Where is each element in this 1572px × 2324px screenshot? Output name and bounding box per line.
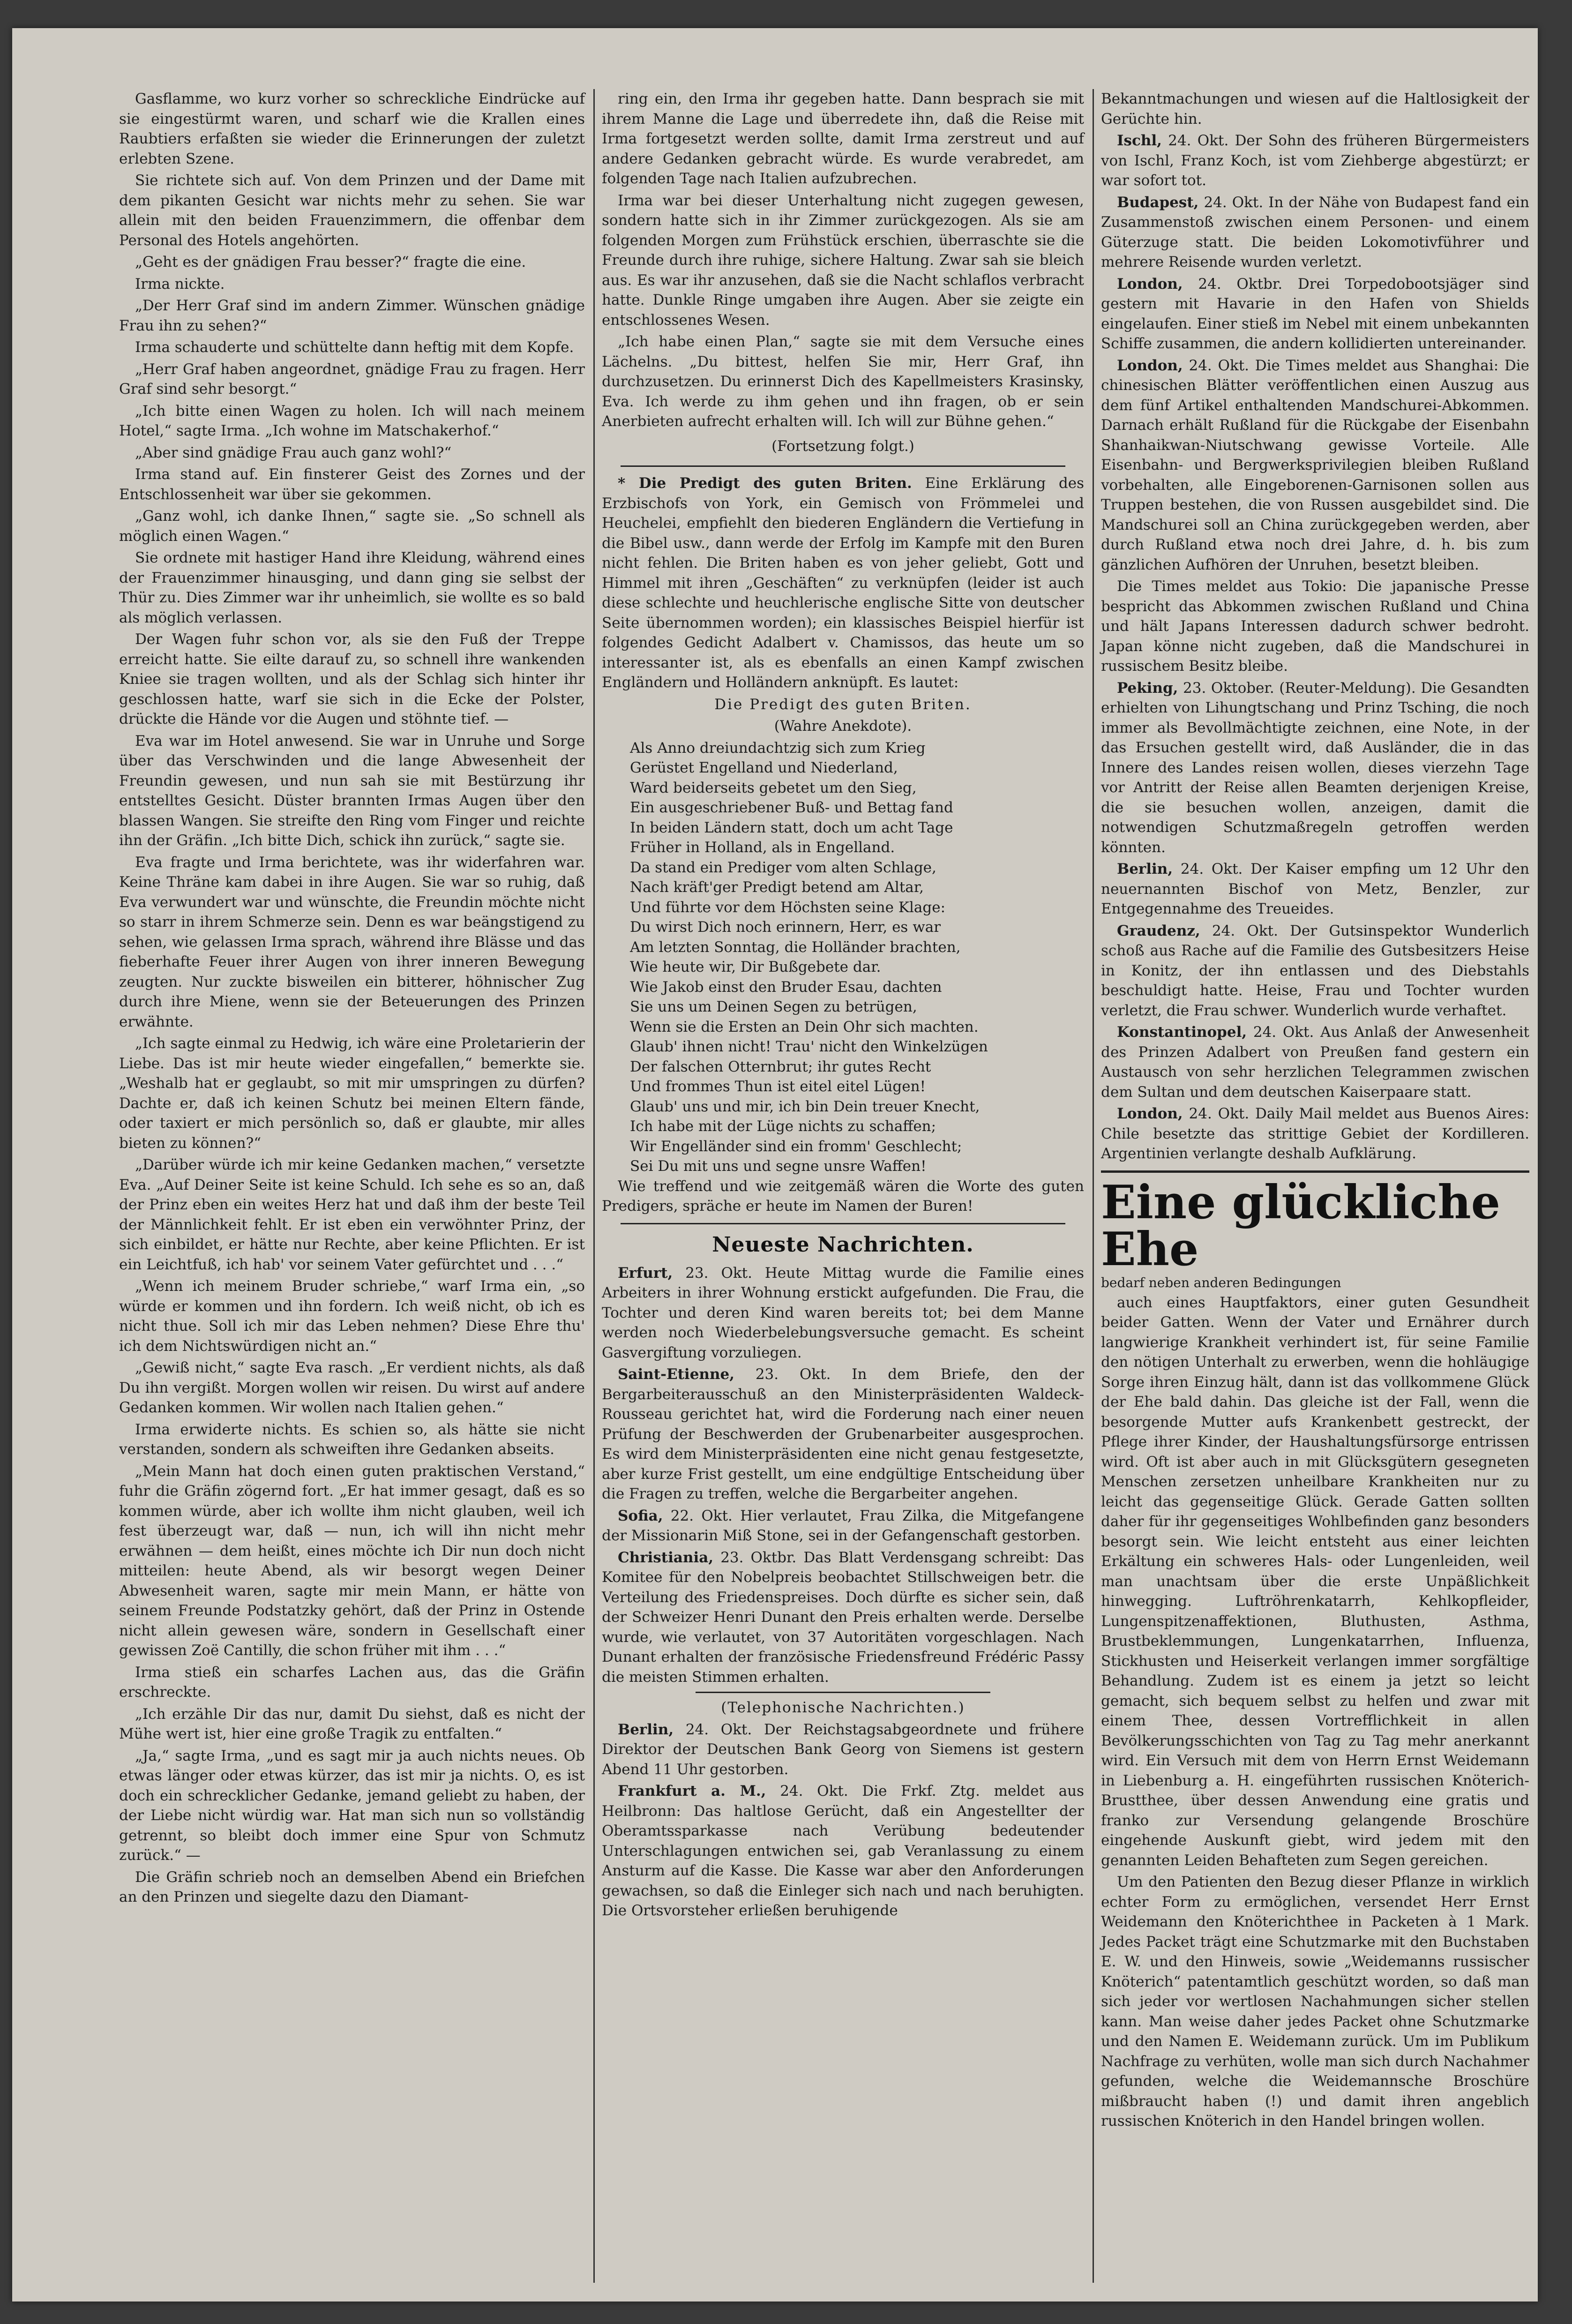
paragraph: Irma erwiderte nichts. Es schien so, als hätte sie nicht verstanden, sondern als schweiften ihre Gedanken abseits. [119, 1421, 585, 1458]
paragraph: „Aber sind gnädige Frau auch ganz wohl?“ [135, 444, 452, 461]
news-item [1101, 274, 1529, 354]
poem-line: Und führte vor dem Höchsten seine Klage: [630, 899, 946, 916]
paragraph: auch eines Hauptfaktors, einer guten Gesundheit beider Gatten. Wenn der Vater und Ernährer durch langwierige Krankheit verhindert ist, für seine Familie den nötigen Unterhalt zu erwerben, wenn die hohläugige Sorge ihren Einzug hält, dann ist das vollkommene Glück der Ehe bald dahin. Das gleiche ist der Fall, wenn die besorgende Mutter aufs Krankenbett gestreckt, der Pflege ihrer Kinder, der Haushaltungsfürsorge entrissen wird. Oft ist aber auch in mit Glücksgütern gesegneten Menschen zersetzen unheilbare Krankheiten nur zu leicht das gegenseitige Glück. Gerade Gatten sollten daher für ihr gegenseitiges Wohlbefinden ganz besonders besorgt sein. Wie leicht entsteht aus einer leichten Erkältung ein schweres Hals- oder Lungenleiden, weil man unachtsam über die erste Unpäßlichkeit hinwegging. Luftröhrenkatarrh, Kehlkopfleider, Lungenspitzenaffektionen, Bluthusten, Asthma, Brustbeklemmungen, Lungenkatarrhen, Influenza, Stickhusten und Heiserkeit verlangen immer sorgfältige Behandlung. Zudem ist es einem ja jetzt so leicht gemacht, sich bequem selbst zu helfen und zwar mit einem Thee, dessen Vortrefflichkeit in allen Bevölkerungsschichten von Tag zu Tag mehr anerkannt wird. Ein Versuch mit dem von Herrn Ernst Weidemann in Liebenburg a. H. eingeführten russischen Knöterich-Brustthee, über dessen Anwendung eine gratis und franko zur Versendung gelangende Broschüre eingehende Auskunft giebt, wird jedem mit den genannten Leiden Behafteten zum Segen gereichen. [1101, 1294, 1529, 1869]
poem-line: Der falschen Otternbrut; ihr gutes Recht [630, 1058, 931, 1075]
news-place: Sofia, [618, 1507, 663, 1524]
ad-heading: Eine glückliche Ehe [1101, 1175, 1500, 1276]
news-place: Ischl, [1117, 132, 1162, 149]
news-place: London, [1117, 357, 1183, 374]
news-place: Konstantinopel, [1117, 1024, 1247, 1041]
news-text: 24. Okt. Der Reichstagsabgeordnete und frühere Direktor der Deutschen Bank Georg von Siemens ist gestern Abend 11 Uhr gestorben. [602, 1721, 1084, 1778]
paragraph: Irma schauderte und schüttelte dann heftig mit dem Kopfe. [135, 339, 574, 356]
continuation-note: (Fortsetzung folgt.) [771, 437, 914, 455]
news-place: London, [1117, 1105, 1183, 1122]
news-item [1101, 921, 1529, 1021]
news-item [602, 1548, 1084, 1687]
news-item [1101, 356, 1529, 575]
poem-line: Da stand ein Prediger vom alten Schlage, [630, 859, 936, 876]
news-place: Erfurt, [618, 1264, 673, 1282]
news-text: 24. Okt. Daily Mail meldet aus Buenos Aires: Chile besetzte das strittige Gebiet der Kordilleren. Argentinien verlangte deshalb Aufklärung. [1101, 1105, 1529, 1162]
feuilleton-continuation [602, 89, 1084, 432]
paragraph: „Ja,“ sagte Irma, „und es sagt mir ja auch nichts neues. Ob etwas länger oder etwas kürzer, das ist mir ja nichts. O, es ist doch ein schrecklicher Gedanke, jemand geliebt zu haben, der der Liebe nicht würdig war. Hat man sich nun so vollständig getrennt, so bleibt doch immer eine Spur von Schmutz zurück.“ — [119, 1747, 585, 1864]
news-item [1101, 859, 1529, 919]
poem-line: Wie heute wir, Dir Bußgebete dar. [630, 959, 881, 975]
poem-line: Nach kräft'ger Predigt betend am Altar, [630, 879, 924, 896]
news-text: 23. Oktbr. Das Blatt Verdensgang schreibt: Das Komitee für den Nobelpreis beobachtet Stillschweigen betr. die Verteilung des Friedenspreises. Doch dürfte es sicher sein, daß der Schweizer Henri Dunant den Preis erhalten werde. Derselbe wurde, wie verlautet, von 37 Autoritäten vorgeschlagen. Nach Dunant erhalten der französische Friedensfreund Frédéric Passy die meisten Stimmen erhalten. [602, 1549, 1084, 1686]
news-place: London, [1117, 275, 1183, 292]
poem-line: Und frommes Thun ist eitel eitel Lügen! [630, 1078, 926, 1095]
section-rule [696, 1692, 990, 1693]
predigt-intro: Eine Erklärung des Erzbischofs von York, ein Gemisch von Frömmelei und Heuchelei, empfiehlt den biederen Engländern die Vertiefung in die Bibel usw., dann werde der Erfolg im Kampfe mit den Buren nicht fehlen. Die Briten haben es von jeher geliebt, Gott und Himmel mit ihren „Geschäften“ zu verknüpfen (leider ist auch diese schlechte und heuchlerische englische Sitte von deutscher Seite übernommen worden); ein klassisches Beispiel hierfür ist folgendes Gedicht Adalbert v. Chamissos, das heute um so interessanter ist, als es ebenfalls an einen Kampf zwischen Engländern und Holländern anknüpft. Es lautet: [602, 475, 1085, 691]
news-text: 24. Okt. Der Kaiser empfing um 12 Uhr den neuernannten Bischof von Metz, Benzler, zur Entgegennahme des Treueides. [1101, 861, 1529, 917]
poem-line: Du wirst Dich noch erinnern, Herr, es war [630, 919, 941, 936]
advertisement [1101, 1175, 1529, 2131]
poem-subtitle: (Wahre Anekdote). [774, 718, 912, 735]
news-text: 24. Okt. Aus Anlaß der Anwesenheit des Prinzen Adalbert von Preußen fand gestern ein Austausch von sehr herzlichen Telegrammen zwischen dem Sultan und dem deutschen Kaiserpaare statt. [1101, 1024, 1529, 1101]
paragraph: „Darüber würde ich mir keine Gedanken machen,“ versetzte Eva. „Auf Deiner Seite ist keine Schuld. Ich sehe es so an, daß der Prinz eben ein weites Herz hat und daß ihm der beste Teil der Männlichkeit fehlt. Er ist eben ein verwöhnter Prinz, der sich einbildet, er hätte nur Rechte, aber keine Pflichten. Er ist ein Leichtfuß, ich hab' vor seinem Vater gefürchtet und . . .“ [119, 1156, 585, 1273]
news-list [602, 1263, 1084, 1687]
news-place: Berlin, [618, 1721, 674, 1738]
paragraph: „Mein Mann hat doch einen guten praktischen Verstand,“ fuhr die Gräfin zögernd fort. „Er hat immer gesagt, daß es so kommen würde, aber ich wollte ihm nicht glauben, weil ich fest überzeugt war, daß — nun, ich will ihn nicht mehr erwähnen — dem heißt, eines möchte ich Dir nun doch nicht mitteilen: heute Abend, als wir besorgt wegen Deiner Abwesenheit waren, sagte mir mein Mann, er hätte von seinem Freunde Podstatzky gehört, daß der Prinz in Ostende nicht allein gewesen wäre, sondern in Gesellschaft einer gewissen Zoë Cantilly, die schon früher mit ihm . . .“ [119, 1462, 585, 1659]
news-text: 24. Okt. In der Nähe von Budapest fand ein Zusammenstoß zwischen einem Personen- und einem Güterzuge statt. Die beiden Lokomotivführer und mehrere Reisende wurden verletzt. [1101, 194, 1529, 270]
paragraph: „Wenn ich meinem Bruder schriebe,“ warf Irma ein, „so würde er kommen und ihn fordern. Ich weiß nicht, ob ich es nicht thue. Soll ich mir das Leben nehmen? Diese Ehre thu' ich dem Nichtswürdigen nicht an.“ [119, 1278, 585, 1355]
tele-heading: (Telephonische Nachrichten.) [721, 1699, 965, 1716]
poem-line: Ein ausgeschriebener Buß- und Bettag fand [630, 799, 953, 816]
poem-line: Glaub' uns und mir, ich bin Dein treuer Knecht, [630, 1098, 980, 1115]
paragraph: Irma war bei dieser Unterhaltung nicht zugegen gewesen, sondern hatte sich in ihr Zimmer zurückgezogen. Als sie am folgenden Morgen zum Frühstück erschien, überraschte sie die Freunde durch ihre ruhige, sichere Haltung. Zwar sah sie bleich aus. Es war ihr anzusehen, daß sie die Nacht schlaflos verbracht hatte. Dunkle Ringe umgaben ihre Augen. Aber sie zeigte ein entschlossenes Wesen. [602, 192, 1084, 329]
paragraph: Sie ordnete mit hastiger Hand ihre Kleidung, während eines der Frauenzimmer hinausging, und dann ging sie selbst der Thür zu. Dies Zimmer war ihr unheimlich, sie wollte es so bald als möglich verlassen. [119, 549, 585, 626]
news-text: Die Times meldet aus Tokio: Die japanische Presse bespricht das Abkommen zwischen Rußland und China und hält Japans Interessen dadurch schwer bedroht. Japan könne nicht zugeben, daß die Mandschurei in russischem Besitz bleibe. [1101, 578, 1529, 675]
news-place: Peking, [1117, 679, 1178, 697]
news-text: 24. Okt. Der Gutsinspektor Wunderlich schoß aus Rache auf die Familie des Gutsbesitzers Heise in Konitz, der ihn entlassen und des Diebstahls beschuldigt hatte. Heise, Frau und Tochter wurden verletzt, die Frau schwer. Wunderlich wurde verhaftet. [1101, 922, 1529, 1019]
newspaper-page [12, 28, 1538, 2302]
news-item [1101, 131, 1529, 191]
poem-line: Früher in Holland, als in Engelland. [630, 839, 895, 856]
poem-line: Ich habe mit der Lüge nichts zu schaffen; [630, 1118, 936, 1135]
news-item [1101, 1022, 1529, 1102]
news-item [1101, 1104, 1529, 1164]
poem-line: Am letzten Sonntag, die Holländer brachten, [630, 938, 961, 956]
news-item [602, 1720, 1084, 1780]
paragraph: „Geht es der gnädigen Frau besser?“ fragte die eine. [135, 254, 526, 270]
news-place: Budapest, [1117, 194, 1199, 211]
poem-line: Glaub' ihnen nicht! Trau' nicht den Winkelzügen [630, 1038, 988, 1055]
paragraph: „Herr Graf haben angeordnet, gnädige Frau zu fragen. Herr Graf sind sehr besorgt.“ [119, 360, 585, 397]
news-item [602, 1781, 1084, 1921]
news-item [602, 1364, 1084, 1504]
news-text: Bekanntmachungen und wiesen auf die Haltlosigkeit der Gerüchte hin. [1101, 90, 1529, 127]
paragraph: Die Gräfin schrieb noch an demselben Abend ein Briefchen an den Prinzen und siegelte dazu den Diamant- [119, 1868, 585, 1905]
news-item [1101, 678, 1529, 858]
news-text: 24. Oktbr. Drei Torpedobootsjäger sind gestern mit Havarie in den Hafen von Shields eingelaufen. Einer stieß im Nebel mit einem unbekannten Schiffe zusammen, die andern kollidierten untereinander. [1101, 275, 1529, 352]
paragraph: „Ich habe einen Plan,“ sagte sie mit dem Versuche eines Lächelns. „Du bittest, helfen Sie mir, Herr Graf, ihn durchzusetzen. Du erinnerst Dich des Kapellmeisters Krasinsky, Eva. Ich werde zu ihm gehen und ihn fragen, ob er sein Anerbieten aufrecht erhalten will. Ich will zur Bühne gehen.“ [602, 333, 1084, 430]
paragraph: ring ein, den Irma ihr gegeben hatte. Dann besprach sie mit ihrem Manne die Lage und überredete ihn, daß die Reise mit Irma fortgesetzt werden sollte, damit Irma zerstreut und auf andere Gedanken gebracht würde. Es wurde verabredet, am folgenden Tage nach Italien aufzubrechen. [602, 90, 1084, 187]
predigt-title: * Die Predigt des guten Briten. [618, 475, 912, 492]
ad-heading-tail: bedarf neben anderen Bedingungen [1101, 1274, 1341, 1290]
ad-rule [1101, 1170, 1529, 1173]
news-heading: Neueste Nachrichten. [712, 1232, 974, 1257]
paragraph: Der Wagen fuhr schon vor, als sie den Fuß der Treppe erreicht hatte. Sie eilte darauf zu, so schnell ihre wankenden Kniee sie tragen wollten, und als der Schlag sich hinter ihr geschlossen hatte, warf sie sich in die Ecke der Polster, drückte die Hände vor die Augen und stöhnte tief. — [119, 631, 585, 727]
paragraph: Eva fragte und Irma berichtete, was ihr widerfahren war. Keine Thräne kam dabei in ihre Augen. Sie war so ruhig, daß Eva verwundert war und wünschte, die Freundin möchte nicht so starr in ihrem Schmerze sein. Denn es war beängstigend zu sehen, wie gelassen Irma sprach, während ihre Blässe und das fieberhafte Feuer ihrer Augen von ihrer inneren Bewegung zeugten. Nur zuckte bisweilen ein bitterer, höhnischer Zug durch ihre Miene, wenn sie der Beteuerungen des Prinzen erwähnte. [119, 854, 585, 1030]
poem-line: Ward beiderseits gebetet um den Sieg, [630, 779, 917, 796]
paragraph: Eva war im Hotel anwesend. Sie war in Unruhe und Sorge über das Verschwinden und die lange Abwesenheit der Freundin gewesen, und nun sah sie mit Bestürzung ihr entstelltes Gesicht. Düster brannten Irmas Augen über den blassen Wangen. Sie streifte den Ring vom Finger und reichte ihn der Gräfin. „Ich bitte Dich, schick ihn zurück,“ sagte sie. [119, 732, 585, 849]
paragraph: „Ich bitte einen Wagen zu holen. Ich will nach meinem Hotel,“ sagte Irma. „Ich wohne im Matschakerhof.“ [119, 402, 585, 439]
paragraph: „Ich sagte einmal zu Hedwig, ich wäre eine Proletarierin der Liebe. Das ist mir heute wieder eingefallen,“ bemerkte sie. „Weshalb hat er geglaubt, so mit mir umspringen zu dürfen? Dachte er, daß ich keinen Schutz bei meinen Eltern fände, oder taxiert er mich persönlich so, daß er glaubte, mir alles bieten zu können?“ [119, 1035, 585, 1152]
paragraph: Gasflamme, wo kurz vorher so schreckliche Eindrücke auf sie eingestürmt waren, und scharf wie die Krallen eines Raubtiers erfaßten sie wieder die Erinnerungen der zuletzt erlebten Szene. [119, 90, 585, 167]
news-text: 24. Okt. Die Frkf. Ztg. meldet aus Heilbronn: Das haltlose Gerücht, daß ein Angestellter der Oberamtssparkasse nach Verübung bedeutender Unterschlagungen entwichen sei, gab Veranlassung zu einem Ansturm auf die Kasse. Die Kasse war aber den Anforderungen gewachsen, so daß die Einleger sich nach und nach beruhigten. Die Ortsvorsteher erließen beruhigende [602, 1783, 1084, 1919]
poem-title: Die Predigt des guten Briten. [714, 696, 972, 713]
column-right [1093, 28, 1538, 2302]
news-place: Christiania, [618, 1549, 714, 1566]
news-place: Frankfurt a. M., [618, 1783, 766, 1799]
poem [602, 738, 1084, 1177]
news-text: 23. Okt. Heute Mittag wurde die Familie eines Arbeiters in ihrer Wohnung erstickt aufgefunden. Die Frau, die Tochter und deren Kind waren bereits tot; bei dem Manne werden noch Wiederbelebungsversuche gemacht. Es scheint Gasvergiftung vorzuliegen. [602, 1264, 1084, 1361]
paragraph: Sie richtete sich auf. Von dem Prinzen und der Dame mit dem pikanten Gesicht war nichts mehr zu sehen. Sie war allein mit den beiden Frauenzimmern, die offenbar dem Personal des Hotels angehörten. [119, 172, 585, 249]
tele-news-list [602, 1720, 1084, 1921]
poem-line: Als Anno dreiundachtzig sich zum Krieg [630, 739, 926, 757]
news-item [1101, 89, 1529, 129]
news-text: 23. Okt. In dem Briefe, den der Bergarbeiterausschuß an den Ministerpräsidenten Waldeck-Rousseau gerichtet hat, wird die Forderung nach einer neuen Prüfung der Beschwerden der Grubenarbeiter ausgesprochen. Es wird dem Ministerpräsidenten eine nicht genau festgesetzte, aber kurze Frist gestellt, um eine endgültige Entscheidung über die Fragen zu treffen, welche die Bergarbeiter angehen. [602, 1366, 1084, 1502]
news-text: 23. Oktober. (Reuter-Meldung). Die Gesandten erhielten von Lihungtschang und Prinz Tsching, die noch immer als Bevollmächtigte zeichnen, eine Note, in der das Ersuchen gestellt wird, daß Ausländer, die in das Innere des Landes reisen wollen, dieses vierzehn Tage vor Antritt der Reise allen Beamten derjenigen Kreise, die sie besuchen wollen, anzeigen, damit die notwendigen Schutzmaßregeln getroffen werden könnten. [1101, 679, 1529, 856]
paragraph: Irma stand auf. Ein finsterer Geist des Zornes und der Entschlossenheit war über sie gekommen. [119, 466, 585, 503]
paragraph: Um den Patienten den Bezug dieser Pflanze in wirklich echter Form zu ermöglichen, versendet Herr Ernst Weidemann den Knöterichthee in Packeten à 1 Mark. Jedes Packet trägt eine Schutzmarke mit den Buchstaben E. W. und den Hinweis, sowie „Weidemanns russischer Knöterich“ patentamtlich geschützt worden, so daß man sich jeder vor wertlosen Nachahmungen sicher stellen kann. Man weise daher jedes Packet ohne Schutzmarke und den Namen E. Weidemann zurück. Um im Publikum Nachfrage zu verhüten, wolle man sich durch Nachahmer gefunden, welche die Weidemannsche Broschüre mißbraucht haben (!) und damit ihren angeblich russischen Knöterich in den Handel bringen wollen. [1101, 1874, 1529, 2129]
paragraph: „Der Herr Graf sind im andern Zimmer. Wünschen gnädige Frau ihn zu sehen?“ [119, 297, 585, 334]
news-list-continued [1101, 89, 1529, 1164]
news-item [1101, 577, 1529, 676]
poem-line: Sie uns um Deinen Segen zu betrügen, [630, 998, 917, 1015]
news-item [602, 1506, 1084, 1546]
news-item [1101, 193, 1529, 272]
poem-line: In beiden Ländern statt, doch um acht Tage [630, 819, 953, 836]
poem-outro: Wie treffend und wie zeitgemäß wären die Worte des guten Predigers, spräche er heute im Namen der Buren! [602, 1177, 1084, 1214]
paragraph: Irma stieß ein scharfes Lachen aus, das die Gräfin erschreckte. [119, 1664, 585, 1701]
news-place: Berlin, [1117, 861, 1173, 877]
column-feuilleton [111, 28, 593, 2302]
paragraph: Irma nickte. [135, 275, 225, 292]
column-middle [593, 28, 1093, 2302]
poem-line: Sei Du mit uns und segne unsre Waffen! [630, 1158, 927, 1175]
poem-line: Wenn sie die Ersten an Dein Ohr sich machten. [630, 1018, 979, 1035]
ad-text [1101, 1293, 1529, 2131]
news-place: Saint-Etienne, [618, 1366, 735, 1383]
poem-line: Gerüstet Engelland und Niederland, [630, 759, 898, 776]
paragraph: „Ganz wohl, ich danke Ihnen,“ sagte sie. „So schnell als möglich einen Wagen.“ [119, 508, 585, 545]
paragraph: „Gewiß nicht,“ sagte Eva rasch. „Er verdient nichts, als daß Du ihn vergißt. Morgen wollen wir reisen. Du wirst auf andere Gedanken kommen. Wir wollen nach Italien gehen.“ [119, 1359, 585, 1416]
paragraph: „Ich erzähle Dir das nur, damit Du siehst, daß es nicht der Mühe wert ist, hier eine große Tragik zu entfalten.“ [119, 1705, 585, 1742]
news-text: 24. Okt. Die Times meldet aus Shanghai: Die chinesischen Blätter veröffentlichen einen Auszug aus dem fünf Artikel enthaltenden Mandschurei-Abkommen. Darnach erhält Rußland für die Rückgabe der Eisenbahn Shanhaikwan-Niutschwang gewisse Vorteile. Alle Eisenbahn- und Bergwerksprivilegien bleiben Rußland vorbehalten, alle Eingeborenen-Garnisonen sollen aus Truppen bestehen, die von Russen ausgebildet sind. Die Mandschurei soll an China zurückgegeben werden, aber durch Rußland etwa noch drei Jahre, d. h. bis zum gänzlichen Aufhören der Unruhen, besetzt bleiben. [1101, 357, 1530, 573]
news-text: 24. Okt. Der Sohn des früheren Bürgermeisters von Ischl, Franz Koch, ist vom Ziehberge abgestürzt; er war sofort tot. [1101, 132, 1529, 189]
predigt-article [602, 473, 1084, 693]
poem-line: Wir Engelländer sind ein fromm' Geschlecht; [630, 1138, 962, 1155]
news-text: 22. Okt. Hier verlautet, Frau Zilka, die Mitgefangene der Missionarin Miß Stone, sei in der Gefangenschaft gestorben. [602, 1507, 1084, 1544]
news-place: Graudenz, [1117, 922, 1200, 939]
section-rule [621, 465, 1065, 467]
news-item [602, 1263, 1084, 1363]
poem-line: Wie Jakob einst den Bruder Esau, dachten [630, 978, 942, 996]
section-rule [621, 1223, 1065, 1224]
